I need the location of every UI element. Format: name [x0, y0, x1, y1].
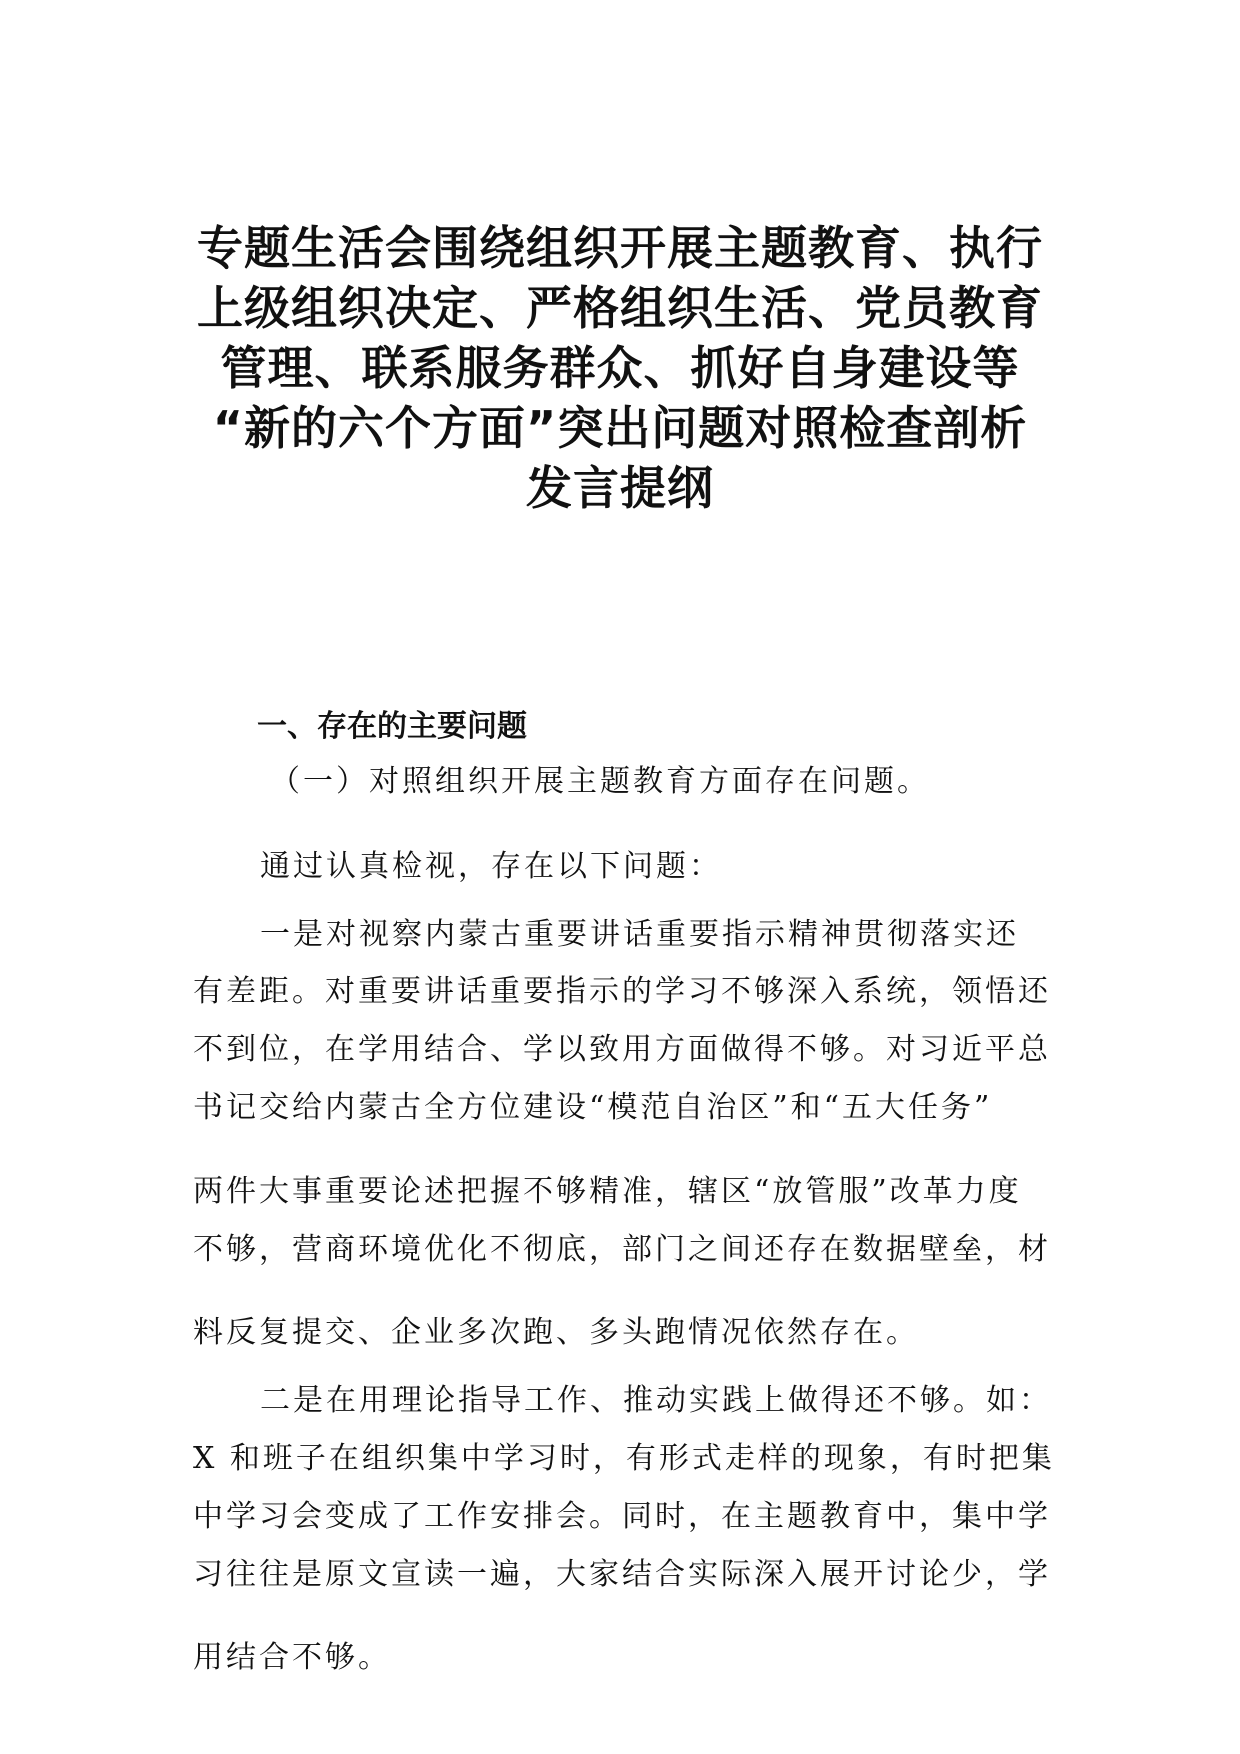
document-title: [180, 218, 1060, 518]
title-line: 管理、联系服务群众、抓好自身建设等: [220, 341, 1020, 395]
body-line: 有差距。对重要讲话重要指示的学习不够深入系统，领悟还: [193, 974, 1051, 1009]
title-line: 上级组织决定、严格组织生活、党员教育: [197, 281, 1043, 335]
title-line: “新的六个方面”突出问题对照检查剖析: [212, 401, 1028, 455]
body-line: 不到位，在学用结合、学以致用方面做得不够。对习近平总: [193, 1032, 1051, 1067]
title-line: 发言提纲: [526, 461, 714, 515]
body-line: 二是在用理论指导工作、推动实践上做得还不够。如：: [260, 1383, 1052, 1418]
body-line: 两件大事重要论述把握不够精准，辖区“放管服”改革力度: [193, 1174, 1022, 1209]
body-line: 书记交给内蒙古全方位建设“模范自治区”和“五大任务”: [193, 1090, 993, 1125]
body-line: X 和班子在组织集中学习时，有形式走样的现象，有时把集: [193, 1441, 1055, 1476]
body-line: 一是对视察内蒙古重要讲话重要指示精神贯彻落实还: [260, 917, 1019, 952]
body-line: 不够，营商环境优化不彻底，部门之间还存在数据壁垒，材: [193, 1232, 1051, 1267]
body-line: 习往往是原文宣读一遍，大家结合实际深入展开讨论少，学: [193, 1557, 1051, 1592]
body-line: 中学习会变成了工作安排会。同时，在主题教育中，集中学: [193, 1499, 1051, 1534]
body-line: 料反复提交、企业多次跑、多头跑情况依然存在。: [193, 1315, 919, 1350]
body-line: 用结合不够。: [193, 1640, 391, 1675]
body-line: 通过认真检视，存在以下问题：: [260, 849, 722, 884]
subsection-heading: （一）对照组织开展主题教育方面存在问题。: [270, 764, 930, 799]
title-line: 专题生活会围绕组织开展主题教育、执行: [197, 221, 1043, 275]
section-heading: 一、存在的主要问题: [257, 709, 527, 744]
